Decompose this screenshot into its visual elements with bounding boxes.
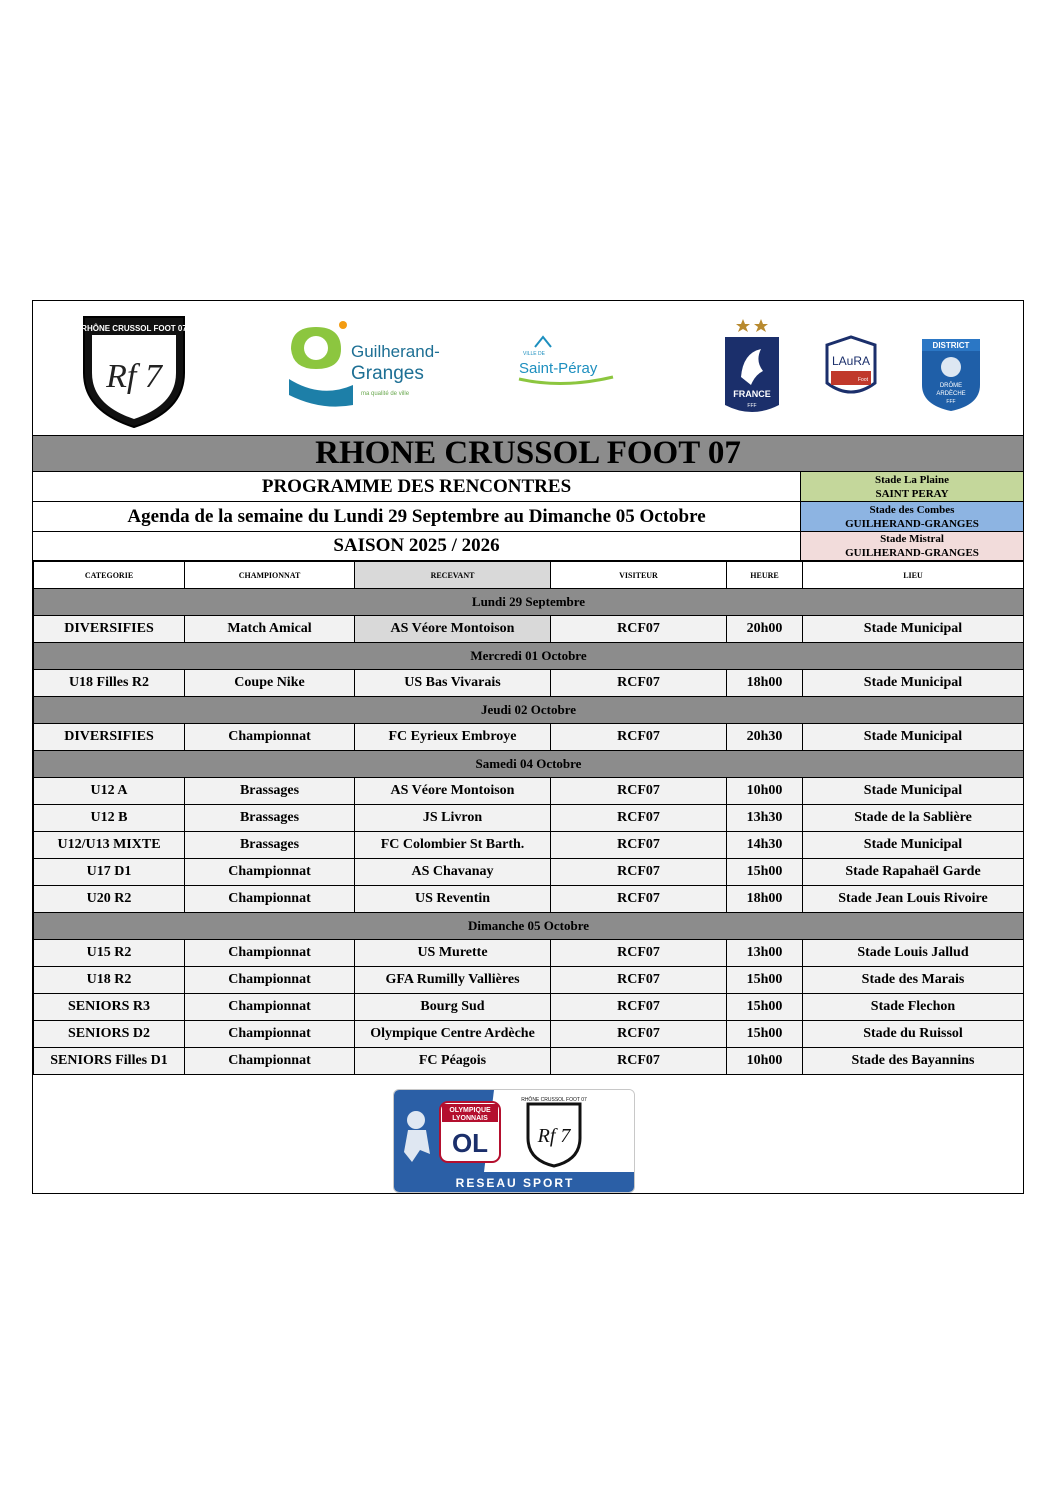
match-visiteur: RCF07 bbox=[551, 670, 727, 697]
programme-title bbox=[33, 472, 801, 502]
match-visiteur: RCF07 bbox=[551, 994, 727, 1021]
match-championnat: Championnat bbox=[185, 940, 355, 967]
match-visiteur: RCF07 bbox=[551, 616, 727, 643]
day-label: Samedi 04 Octobre bbox=[34, 751, 1024, 778]
fff-logo bbox=[721, 315, 783, 419]
match-championnat: Championnat bbox=[185, 886, 355, 913]
logo-strip bbox=[33, 301, 1023, 435]
match-categorie: SENIORS D2 bbox=[34, 1021, 185, 1048]
match-categorie: SENIORS R3 bbox=[34, 994, 185, 1021]
venue-legend-mistral bbox=[801, 532, 1023, 561]
match-visiteur: RCF07 bbox=[551, 1021, 727, 1048]
laura-text: LAuRA bbox=[831, 354, 871, 368]
column-header-recevant: RECEVANT bbox=[355, 562, 551, 589]
match-visiteur: RCF07 bbox=[551, 805, 727, 832]
star-icon bbox=[736, 319, 750, 332]
match-heure: 10h00 bbox=[727, 1048, 803, 1075]
club-logo-text: RHÔNE CRUSSOL FOOT 07 bbox=[81, 324, 187, 333]
ol-mono: OL bbox=[451, 1128, 489, 1158]
venue-legend-la-plaine bbox=[801, 472, 1023, 502]
match-recevant: GFA Rumilly Vallières bbox=[355, 967, 551, 994]
match-visiteur: RCF07 bbox=[551, 778, 727, 805]
match-championnat: Championnat bbox=[185, 859, 355, 886]
match-lieu: Stade Municipal bbox=[803, 616, 1024, 643]
venue-city: GUILHERAND-GRANGES bbox=[845, 517, 979, 530]
match-heure: 10h00 bbox=[727, 778, 803, 805]
match-row bbox=[34, 724, 1024, 751]
district-sub1: DRÔME bbox=[939, 383, 963, 389]
match-categorie: U17 D1 bbox=[34, 859, 185, 886]
match-championnat: Match Amical bbox=[185, 616, 355, 643]
match-championnat: Championnat bbox=[185, 994, 355, 1021]
match-recevant: US Murette bbox=[355, 940, 551, 967]
match-lieu: Stade des Bayannins bbox=[803, 1048, 1024, 1075]
match-row bbox=[34, 940, 1024, 967]
star-icon bbox=[754, 319, 768, 332]
day-header-row bbox=[34, 643, 1024, 670]
match-recevant: FC Colombier St Barth. bbox=[355, 832, 551, 859]
saint-peray-small: VILLE DE bbox=[523, 351, 545, 357]
fff-text: FRANCE bbox=[733, 389, 771, 399]
match-heure: 15h00 bbox=[727, 967, 803, 994]
club-shield-icon bbox=[78, 311, 190, 429]
match-visiteur: RCF07 bbox=[551, 832, 727, 859]
match-row bbox=[34, 1021, 1024, 1048]
match-visiteur: RCF07 bbox=[551, 859, 727, 886]
match-lieu: Stade de la Sablière bbox=[803, 805, 1024, 832]
day-label: Lundi 29 Septembre bbox=[34, 589, 1024, 616]
column-header-heure: HEURE bbox=[727, 562, 803, 589]
match-row bbox=[34, 1048, 1024, 1075]
day-label: Dimanche 05 Octobre bbox=[34, 913, 1024, 940]
match-championnat: Brassages bbox=[185, 832, 355, 859]
venue-city: GUILHERAND-GRANGES bbox=[845, 547, 979, 559]
ol-reseau-sport-logo bbox=[393, 1089, 635, 1193]
district-logo bbox=[918, 335, 984, 413]
match-categorie: U15 R2 bbox=[34, 940, 185, 967]
match-championnat: Championnat bbox=[185, 967, 355, 994]
match-visiteur: RCF07 bbox=[551, 886, 727, 913]
guilherand-tagline: ma qualité de ville bbox=[361, 391, 410, 397]
match-categorie: DIVERSIFIES bbox=[34, 724, 185, 751]
match-championnat: Coupe Nike bbox=[185, 670, 355, 697]
match-heure: 20h00 bbox=[727, 616, 803, 643]
match-row bbox=[34, 859, 1024, 886]
match-recevant: AS Véore Montoison bbox=[355, 616, 551, 643]
venue-name: Stade La Plaine bbox=[875, 473, 949, 486]
saint-peray-text: Saint-Péray bbox=[519, 360, 598, 377]
district-sub2: ARDÈCHE bbox=[936, 391, 966, 397]
match-row bbox=[34, 994, 1024, 1021]
district-text: DISTRICT bbox=[932, 341, 970, 350]
match-lieu: Stade Municipal bbox=[803, 670, 1024, 697]
match-categorie: U12 A bbox=[34, 778, 185, 805]
column-header-championnat: CHAMPIONNAT bbox=[185, 562, 355, 589]
column-header-visiteur: VISITEUR bbox=[551, 562, 727, 589]
match-visiteur: RCF07 bbox=[551, 724, 727, 751]
match-championnat: Brassages bbox=[185, 778, 355, 805]
match-row bbox=[34, 778, 1024, 805]
match-heure: 14h30 bbox=[727, 832, 803, 859]
match-lieu: Stade Municipal bbox=[803, 724, 1024, 751]
match-categorie: SENIORS Filles D1 bbox=[34, 1048, 185, 1075]
district-sub3: FFF bbox=[946, 399, 956, 405]
guilherand-granges-logo bbox=[281, 319, 461, 411]
match-heure: 13h00 bbox=[727, 940, 803, 967]
venue-city: SAINT PERAY bbox=[875, 487, 949, 500]
club-title: RHONE CRUSSOL FOOT 07 bbox=[315, 435, 741, 471]
match-championnat: Championnat bbox=[185, 1021, 355, 1048]
match-row bbox=[34, 832, 1024, 859]
saison-title bbox=[33, 532, 801, 561]
day-header-row bbox=[34, 697, 1024, 724]
match-championnat: Championnat bbox=[185, 724, 355, 751]
match-categorie: U18 Filles R2 bbox=[34, 670, 185, 697]
match-championnat: Championnat bbox=[185, 1048, 355, 1075]
ol-mid: LYONNAIS bbox=[452, 1115, 488, 1122]
reseau-sport-text: RESEAU SPORT bbox=[455, 1176, 575, 1190]
day-label: Jeudi 02 Octobre bbox=[34, 697, 1024, 724]
match-row bbox=[34, 805, 1024, 832]
match-lieu: Stade des Marais bbox=[803, 967, 1024, 994]
match-recevant: FC Eyrieux Embroye bbox=[355, 724, 551, 751]
match-row bbox=[34, 967, 1024, 994]
guilherand-line1: Guilherand- bbox=[351, 342, 440, 361]
match-heure: 20h30 bbox=[727, 724, 803, 751]
column-header-lieu: LIEU bbox=[803, 562, 1024, 589]
match-visiteur: RCF07 bbox=[551, 967, 727, 994]
match-visiteur: RCF07 bbox=[551, 940, 727, 967]
match-categorie: DIVERSIFIES bbox=[34, 616, 185, 643]
match-recevant: FC Péagois bbox=[355, 1048, 551, 1075]
match-row bbox=[34, 886, 1024, 913]
saison-title-text: SAISON 2025 / 2026 bbox=[333, 535, 500, 556]
agenda-title bbox=[33, 502, 801, 532]
venue-name: Stade des Combes bbox=[869, 503, 955, 516]
match-heure: 15h00 bbox=[727, 1021, 803, 1048]
column-header-row bbox=[34, 562, 1024, 589]
saint-peray-logo bbox=[513, 333, 623, 393]
match-categorie: U12/U13 MIXTE bbox=[34, 832, 185, 859]
match-lieu: Stade Louis Jallud bbox=[803, 940, 1024, 967]
footer-club-text: RHÔNE CRUSSOL FOOT 07 bbox=[521, 1097, 587, 1103]
match-lieu: Stade Municipal bbox=[803, 832, 1024, 859]
laura-sub: Foot bbox=[857, 377, 869, 383]
match-visiteur: RCF07 bbox=[551, 1048, 727, 1075]
fff-sub: FFF bbox=[747, 403, 757, 409]
match-heure: 18h00 bbox=[727, 886, 803, 913]
match-recevant: AS Chavanay bbox=[355, 859, 551, 886]
match-lieu: Stade du Ruissol bbox=[803, 1021, 1024, 1048]
match-heure: 15h00 bbox=[727, 859, 803, 886]
club-title-bar bbox=[33, 435, 1023, 472]
laura-foot-logo bbox=[823, 335, 879, 401]
club-logo bbox=[78, 311, 190, 429]
club-logo-mono: Rf 7 bbox=[106, 358, 162, 395]
match-recevant: US Reventin bbox=[355, 886, 551, 913]
match-categorie: U12 B bbox=[34, 805, 185, 832]
day-header-row bbox=[34, 751, 1024, 778]
match-lieu: Stade Jean Louis Rivoire bbox=[803, 886, 1024, 913]
column-header-categorie: CATEGORIE bbox=[34, 562, 185, 589]
day-header-row bbox=[34, 913, 1024, 940]
match-recevant: Olympique Centre Ardèche bbox=[355, 1021, 551, 1048]
day-header-row bbox=[34, 589, 1024, 616]
match-recevant: US Bas Vivarais bbox=[355, 670, 551, 697]
agenda-title-text: Agenda de la semaine du Lundi 29 Septembre au Dimanche 05 Octobre bbox=[127, 505, 706, 527]
schedule-table bbox=[33, 561, 1024, 1075]
match-heure: 13h30 bbox=[727, 805, 803, 832]
venue-legend-combes bbox=[801, 502, 1023, 532]
match-recevant: Bourg Sud bbox=[355, 994, 551, 1021]
match-categorie: U18 R2 bbox=[34, 967, 185, 994]
footer-club-mono: Rf 7 bbox=[537, 1125, 571, 1147]
match-heure: 15h00 bbox=[727, 994, 803, 1021]
match-heure: 18h00 bbox=[727, 670, 803, 697]
venue-name: Stade Mistral bbox=[880, 533, 944, 545]
programme-title-text: PROGRAMME DES RENCONTRES bbox=[261, 475, 572, 497]
match-lieu: Stade Rapahaël Garde bbox=[803, 859, 1024, 886]
ol-top: OLYMPIQUE bbox=[449, 1107, 491, 1114]
match-recevant: AS Véore Montoison bbox=[355, 778, 551, 805]
match-recevant: JS Livron bbox=[355, 805, 551, 832]
match-lieu: Stade Flechon bbox=[803, 994, 1024, 1021]
match-lieu: Stade Municipal bbox=[803, 778, 1024, 805]
guilherand-line2: Granges bbox=[351, 363, 424, 384]
day-label: Mercredi 01 Octobre bbox=[34, 643, 1024, 670]
match-row bbox=[34, 616, 1024, 643]
match-categorie: U20 R2 bbox=[34, 886, 185, 913]
match-championnat: Brassages bbox=[185, 805, 355, 832]
match-row bbox=[34, 670, 1024, 697]
